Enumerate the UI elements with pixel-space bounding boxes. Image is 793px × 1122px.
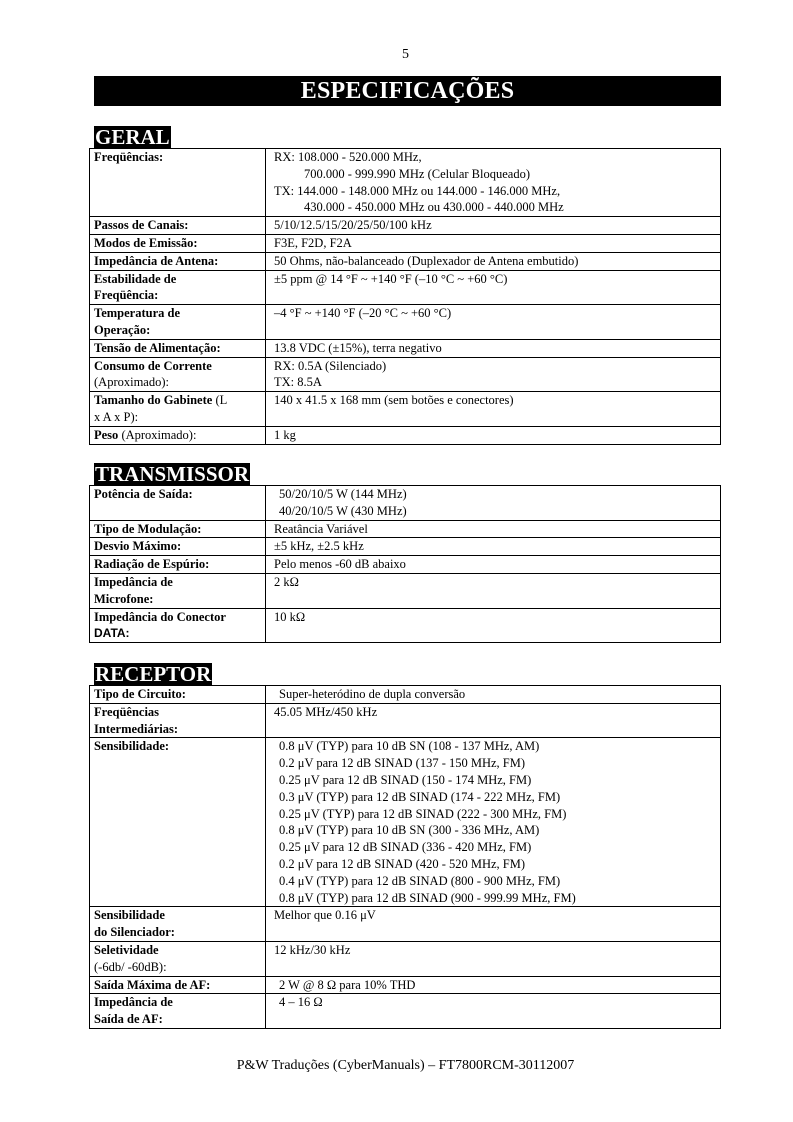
label-line: Seletividade xyxy=(94,942,159,957)
label-line-normal: (Aproximado): xyxy=(118,427,197,442)
table-row xyxy=(90,357,721,392)
spec-value: Reatância Variável xyxy=(266,520,721,538)
section-heading-transmissor: TRANSMISSOR xyxy=(95,462,250,486)
label-line: Impedância de xyxy=(94,995,173,1010)
label-line: Freqüências xyxy=(94,704,160,719)
spec-value: F3E, F2D, F2A xyxy=(266,234,721,252)
spec-value: Melhor que 0.16 μV xyxy=(266,907,721,942)
sens-line: 0.25 μV para 12 dB SINAD (150 - 174 MHz, FM) xyxy=(279,772,532,787)
table-row xyxy=(90,305,721,340)
spec-label xyxy=(90,703,266,738)
spec-label xyxy=(90,392,266,427)
page-title: ESPECIFICAÇÕES xyxy=(94,76,721,106)
freq-line: 700.000 - 999.990 MHz (Celular Bloqueado) xyxy=(304,166,531,181)
spec-value: 45.05 MHz/450 kHz xyxy=(266,703,721,738)
spec-value: –4 °F ~ +140 °F (–20 °C ~ +60 °C) xyxy=(266,305,721,340)
table-row xyxy=(90,217,721,235)
spec-label xyxy=(90,357,266,392)
spec-label: Tensão de Alimentação: xyxy=(90,339,266,357)
value-line: 2 W @ 8 Ω para 10% THD xyxy=(279,977,416,992)
table-row xyxy=(90,538,721,556)
spec-value xyxy=(266,976,721,994)
table-row xyxy=(90,994,721,1029)
spec-label: Sensibilidade: xyxy=(90,738,266,907)
geral-table xyxy=(89,148,721,445)
table-row xyxy=(90,976,721,994)
spec-value xyxy=(266,738,721,907)
freq-line: TX: 144.000 - 148.000 MHz ou 144.000 - 146.000 MHz, xyxy=(274,183,561,198)
spec-label xyxy=(90,305,266,340)
spec-value: 1 kg xyxy=(266,426,721,444)
spec-value: Pelo menos -60 dB abaixo xyxy=(266,556,721,574)
label-line: do Silenciador: xyxy=(94,925,175,940)
table-row xyxy=(90,426,721,444)
sens-line: 0.8 μV (TYP) para 12 dB SINAD (900 - 999.99 MHz, FM) xyxy=(279,890,576,905)
table-row xyxy=(90,573,721,608)
table-row xyxy=(90,270,721,305)
value-line: TX: 8.5A xyxy=(274,375,322,390)
receptor-table xyxy=(89,685,721,1029)
spec-value: 13.8 VDC (±15%), terra negativo xyxy=(266,339,721,357)
spec-value: 5/10/12.5/15/20/25/50/100 kHz xyxy=(266,217,721,235)
spec-label xyxy=(90,270,266,305)
table-row xyxy=(90,907,721,942)
sens-line: 0.25 μV (TYP) para 12 dB SINAD (222 - 300 MHz, FM) xyxy=(279,806,567,821)
sens-line: 0.3 μV (TYP) para 12 dB SINAD (174 - 222 MHz, FM) xyxy=(279,789,561,804)
spec-label xyxy=(90,608,266,643)
table-row xyxy=(90,556,721,574)
label-line: DATA: xyxy=(94,626,130,641)
spec-value: 10 kΩ xyxy=(266,608,721,643)
table-row xyxy=(90,703,721,738)
spec-value xyxy=(266,486,721,521)
spec-label: Potência de Saída: xyxy=(90,486,266,521)
label-line: (Aproximado): xyxy=(94,375,169,390)
spec-label: Radiação de Espúrio: xyxy=(90,556,266,574)
value-line: 4 – 16 Ω xyxy=(279,995,323,1010)
label-line: Tamanho do Gabinete xyxy=(94,393,213,408)
spec-value xyxy=(266,149,721,217)
table-row xyxy=(90,738,721,907)
spec-label: Tipo de Circuito: xyxy=(90,686,266,704)
value-line: 40/20/10/5 W (430 MHz) xyxy=(279,503,407,518)
spec-label xyxy=(90,994,266,1029)
page-footer: P&W Traduções (CyberManuals) – FT7800RCM-30112007 xyxy=(236,1058,575,1073)
table-row xyxy=(90,941,721,976)
sens-line: 0.2 μV para 12 dB SINAD (137 - 150 MHz, FM) xyxy=(279,756,526,771)
table-row xyxy=(90,486,721,521)
label-line: x A x P): xyxy=(94,409,139,424)
spec-label xyxy=(90,907,266,942)
table-row xyxy=(90,234,721,252)
table-row xyxy=(90,520,721,538)
table-row xyxy=(90,339,721,357)
page-number: 5 xyxy=(402,47,409,62)
value-line: RX: 0.5A (Silenciado) xyxy=(274,358,387,373)
spec-value: ±5 ppm @ 14 °F ~ +140 °F (–10 °C ~ +60 °C) xyxy=(266,270,721,305)
transmissor-table xyxy=(89,485,721,643)
freq-line: 430.000 - 450.000 MHz ou 430.000 - 440.000 MHz xyxy=(304,200,564,215)
spec-label: Saída Máxima de AF: xyxy=(90,976,266,994)
label-line: Intermediárias: xyxy=(94,721,179,736)
label-line-normal: (L xyxy=(212,393,228,408)
label-line: Consumo de Corrente xyxy=(94,358,212,373)
table-row xyxy=(90,392,721,427)
freq-line: RX: 108.000 - 520.000 MHz, xyxy=(274,150,422,164)
spec-value xyxy=(266,357,721,392)
label-line: Impedância do Conector xyxy=(94,609,226,624)
label-line: Freqüência: xyxy=(94,288,159,303)
label-line: (-6db/ -60dB): xyxy=(94,959,167,974)
section-heading-receptor: RECEPTOR xyxy=(95,662,212,686)
table-row xyxy=(90,149,721,217)
label-line: Impedância de xyxy=(94,574,173,589)
sens-line: 0.2 μV para 12 dB SINAD (420 - 520 MHz, FM) xyxy=(279,856,526,871)
spec-label xyxy=(90,941,266,976)
sens-line: 0.4 μV (TYP) para 12 dB SINAD (800 - 900 MHz, FM) xyxy=(279,873,561,888)
table-row xyxy=(90,252,721,270)
label-line: Temperatura de xyxy=(94,306,180,321)
spec-value xyxy=(266,686,721,704)
value-line: 50/20/10/5 W (144 MHz) xyxy=(279,487,407,501)
spec-value: 2 kΩ xyxy=(266,573,721,608)
value-line: Super-heteródino de dupla conversão xyxy=(279,687,466,701)
table-row xyxy=(90,686,721,704)
spec-label: Freqüências: xyxy=(90,149,266,217)
label-line: Sensibilidade xyxy=(94,908,165,923)
sens-line: 0.8 μV (TYP) para 10 dB SN (108 - 137 MHz, AM) xyxy=(279,739,540,754)
label-line: Operação: xyxy=(94,322,151,337)
spec-label: Passos de Canais: xyxy=(90,217,266,235)
spec-label: Impedância de Antena: xyxy=(90,252,266,270)
spec-label xyxy=(90,573,266,608)
table-row xyxy=(90,608,721,643)
spec-value: 140 x 41.5 x 168 mm (sem botões e conectores) xyxy=(266,392,721,427)
spec-label: Tipo de Modulação: xyxy=(90,520,266,538)
label-line: Peso xyxy=(94,427,119,442)
sens-line: 0.8 μV (TYP) para 10 dB SN (300 - 336 MHz, AM) xyxy=(279,823,540,838)
section-heading-geral: GERAL xyxy=(95,125,170,149)
label-line: Microfone: xyxy=(94,591,154,606)
spec-value: ±5 kHz, ±2.5 kHz xyxy=(266,538,721,556)
label-line: Saída de AF: xyxy=(94,1012,163,1027)
spec-value: 50 Ohms, não-balanceado (Duplexador de Antena embutido) xyxy=(266,252,721,270)
sens-line: 0.25 μV para 12 dB SINAD (336 - 420 MHz, FM) xyxy=(279,840,532,855)
spec-value xyxy=(266,994,721,1029)
spec-label: Desvio Máximo: xyxy=(90,538,266,556)
label-line: Estabilidade de xyxy=(94,271,177,286)
spec-label: Modos de Emissão: xyxy=(90,234,266,252)
spec-value: 12 kHz/30 kHz xyxy=(266,941,721,976)
spec-label xyxy=(90,426,266,444)
